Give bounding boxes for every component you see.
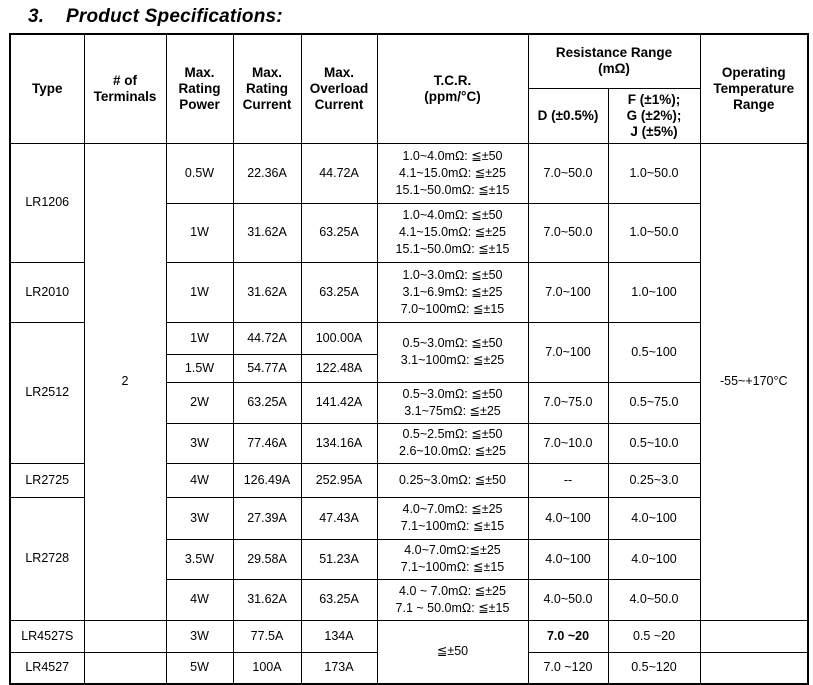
header-row bbox=[10, 34, 808, 88]
power-cell: 3W bbox=[166, 423, 233, 463]
header-terminals: # of Terminals bbox=[84, 34, 166, 143]
current-cell: 77.5A bbox=[233, 620, 301, 652]
overload-cell: 47.43A bbox=[301, 497, 377, 539]
res-fgj-cell: 1.0~100 bbox=[608, 262, 700, 322]
overload-cell: 100.00A bbox=[301, 322, 377, 354]
current-cell: 22.36A bbox=[233, 143, 301, 203]
overload-cell: 63.25A bbox=[301, 262, 377, 322]
res-d-cell: 7.0 ~20 bbox=[528, 620, 608, 652]
power-cell: 1W bbox=[166, 322, 233, 354]
header-resistance: Resistance Range (mΩ) bbox=[528, 34, 700, 88]
power-cell: 5W bbox=[166, 652, 233, 684]
type-cell: LR1206 bbox=[10, 143, 84, 262]
current-cell: 100A bbox=[233, 652, 301, 684]
terminals-cell-blank bbox=[84, 652, 166, 684]
overload-cell: 134A bbox=[301, 620, 377, 652]
current-cell: 29.58A bbox=[233, 539, 301, 579]
current-cell: 77.46A bbox=[233, 423, 301, 463]
current-cell: 27.39A bbox=[233, 497, 301, 539]
power-cell: 3W bbox=[166, 497, 233, 539]
power-cell: 1.5W bbox=[166, 354, 233, 382]
header-current: Max. Rating Current bbox=[233, 34, 301, 143]
tcr-cell: 1.0~4.0mΩ: ≦±50 4.1~15.0mΩ: ≦±25 15.1~50.0mΩ: ≦±15 bbox=[377, 203, 528, 262]
res-d-cell: 7.0~100 bbox=[528, 262, 608, 322]
table-row bbox=[10, 143, 808, 203]
tcr-cell: 1.0~3.0mΩ: ≦±50 3.1~6.9mΩ: ≦±25 7.0~100mΩ: ≦±15 bbox=[377, 262, 528, 322]
overload-cell: 44.72A bbox=[301, 143, 377, 203]
current-cell: 44.72A bbox=[233, 322, 301, 354]
res-fgj-cell: 0.5~100 bbox=[608, 322, 700, 382]
header-tcr: T.C.R. (ppm/°C) bbox=[377, 34, 528, 143]
res-d-cell: 7.0~10.0 bbox=[528, 423, 608, 463]
overload-cell: 252.95A bbox=[301, 463, 377, 497]
overload-cell: 134.16A bbox=[301, 423, 377, 463]
res-d-cell: 7.0~50.0 bbox=[528, 203, 608, 262]
product-spec-table bbox=[9, 33, 809, 685]
type-cell: LR4527S bbox=[10, 620, 84, 652]
current-cell: 31.62A bbox=[233, 579, 301, 620]
res-fgj-cell: 4.0~100 bbox=[608, 539, 700, 579]
type-cell: LR4527 bbox=[10, 652, 84, 684]
res-fgj-cell: 0.5~10.0 bbox=[608, 423, 700, 463]
header-overload: Max. Overload Current bbox=[301, 34, 377, 143]
res-fgj-cell: 0.5~120 bbox=[608, 652, 700, 684]
res-fgj-cell: 1.0~50.0 bbox=[608, 203, 700, 262]
overload-cell: 122.48A bbox=[301, 354, 377, 382]
type-cell: LR2010 bbox=[10, 262, 84, 322]
header-power: Max. Rating Power bbox=[166, 34, 233, 143]
section-number: 3. bbox=[28, 6, 45, 27]
section-title-text: Product Specifications: bbox=[66, 6, 283, 27]
temperature-cell-blank bbox=[700, 652, 808, 684]
res-d-cell: 7.0~75.0 bbox=[528, 382, 608, 423]
type-cell: LR2512 bbox=[10, 322, 84, 463]
tcr-cell: 4.0~7.0mΩ: ≦±25 7.1~100mΩ: ≦±15 bbox=[377, 497, 528, 539]
res-d-cell: 4.0~50.0 bbox=[528, 579, 608, 620]
res-d-cell: 4.0~100 bbox=[528, 497, 608, 539]
power-cell: 3.5W bbox=[166, 539, 233, 579]
power-cell: 1W bbox=[166, 262, 233, 322]
header-res-d: D (±0.5%) bbox=[528, 88, 608, 143]
temperature-cell-blank bbox=[700, 620, 808, 652]
overload-cell: 63.25A bbox=[301, 579, 377, 620]
res-fgj-cell: 4.0~100 bbox=[608, 497, 700, 539]
current-cell: 54.77A bbox=[233, 354, 301, 382]
current-cell: 31.62A bbox=[233, 262, 301, 322]
tcr-cell: 0.25~3.0mΩ: ≦±50 bbox=[377, 463, 528, 497]
res-d-cell: 7.0~100 bbox=[528, 322, 608, 382]
res-d-cell: 7.0 ~120 bbox=[528, 652, 608, 684]
header-type: Type bbox=[10, 34, 84, 143]
overload-cell: 141.42A bbox=[301, 382, 377, 423]
current-cell: 126.49A bbox=[233, 463, 301, 497]
table-row bbox=[10, 620, 808, 652]
power-cell: 1W bbox=[166, 203, 233, 262]
res-fgj-cell: 4.0~50.0 bbox=[608, 579, 700, 620]
res-fgj-cell: 0.5~75.0 bbox=[608, 382, 700, 423]
tcr-cell: 0.5~2.5mΩ: ≦±50 2.6~10.0mΩ: ≦±25 bbox=[377, 423, 528, 463]
tcr-cell: 0.5~3.0mΩ: ≦±50 3.1~100mΩ: ≦±25 bbox=[377, 322, 528, 382]
tcr-cell: 4.0 ~ 7.0mΩ: ≦±25 7.1 ~ 50.0mΩ: ≦±15 bbox=[377, 579, 528, 620]
power-cell: 3W bbox=[166, 620, 233, 652]
overload-cell: 51.23A bbox=[301, 539, 377, 579]
res-d-cell: 4.0~100 bbox=[528, 539, 608, 579]
tcr-cell: 1.0~4.0mΩ: ≦±50 4.1~15.0mΩ: ≦±25 15.1~50.0mΩ: ≦±15 bbox=[377, 143, 528, 203]
terminals-cell-blank bbox=[84, 620, 166, 652]
temperature-cell: -55~+170°C bbox=[700, 143, 808, 620]
res-d-cell: 7.0~50.0 bbox=[528, 143, 608, 203]
res-fgj-cell: 1.0~50.0 bbox=[608, 143, 700, 203]
power-cell: 4W bbox=[166, 463, 233, 497]
type-cell: LR2725 bbox=[10, 463, 84, 497]
tcr-cell: 0.5~3.0mΩ: ≦±50 3.1~75mΩ: ≦±25 bbox=[377, 382, 528, 423]
current-cell: 31.62A bbox=[233, 203, 301, 262]
overload-cell: 173A bbox=[301, 652, 377, 684]
tcr-cell: ≦±50 bbox=[377, 620, 528, 684]
res-fgj-cell: 0.25~3.0 bbox=[608, 463, 700, 497]
header-temperature: Operating Temperature Range bbox=[700, 34, 808, 143]
current-cell: 63.25A bbox=[233, 382, 301, 423]
overload-cell: 63.25A bbox=[301, 203, 377, 262]
power-cell: 0.5W bbox=[166, 143, 233, 203]
res-d-cell: -- bbox=[528, 463, 608, 497]
terminals-cell: 2 bbox=[84, 143, 166, 620]
power-cell: 4W bbox=[166, 579, 233, 620]
section-title bbox=[28, 6, 283, 28]
header-res-fgj: F (±1%); G (±2%); J (±5%) bbox=[608, 88, 700, 143]
res-fgj-cell: 0.5 ~20 bbox=[608, 620, 700, 652]
type-cell: LR2728 bbox=[10, 497, 84, 620]
power-cell: 2W bbox=[166, 382, 233, 423]
tcr-cell: 4.0~7.0mΩ:≦±25 7.1~100mΩ: ≦±15 bbox=[377, 539, 528, 579]
